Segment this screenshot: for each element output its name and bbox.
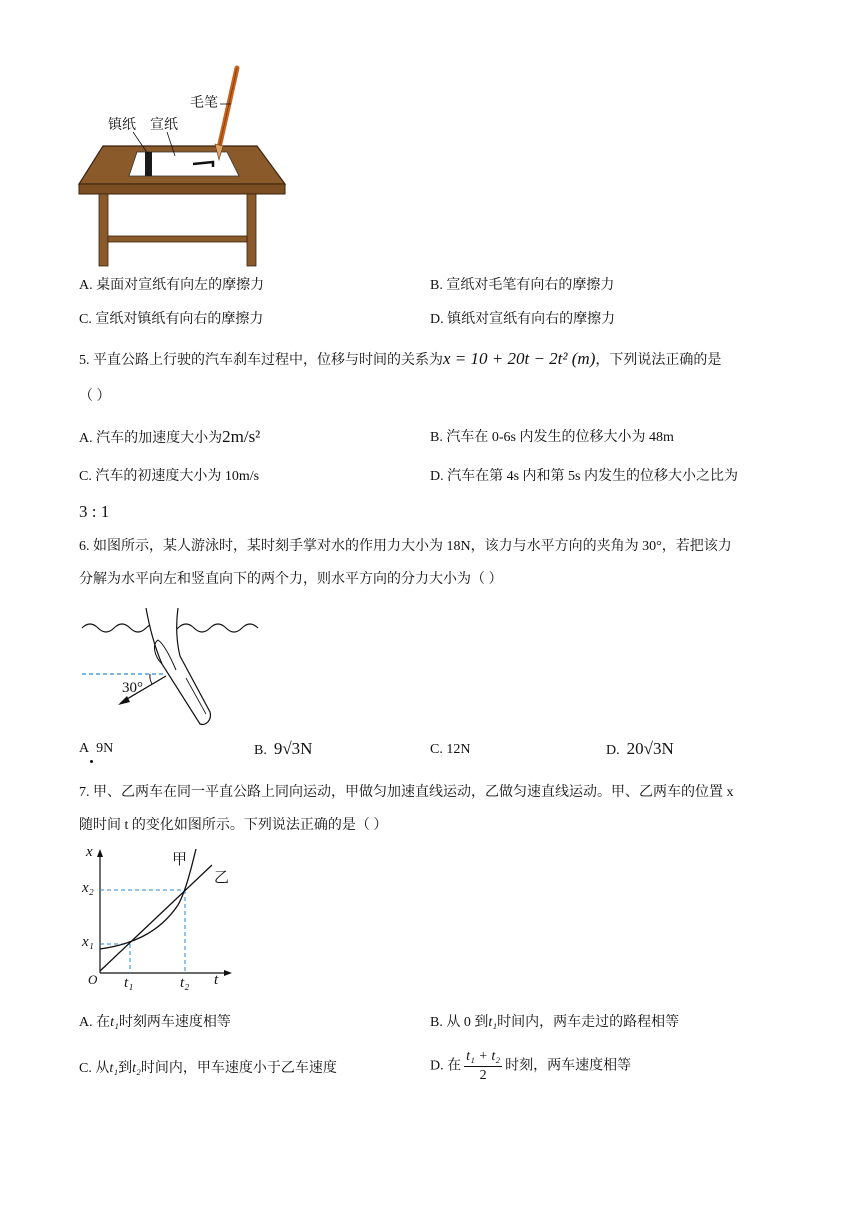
q7-option-c-var1: t₁ (109, 1061, 119, 1076)
q6-option-b (254, 739, 312, 761)
q5-option-d-continued: 3 : 1 (79, 502, 110, 521)
q5-option-a (79, 427, 260, 449)
q4-option-c: C. 宣纸对镇纸有向右的摩擦力 (79, 312, 264, 327)
graph-t2-label: t₂ (180, 975, 190, 991)
q7-option-b-post: 时间内，两车走过的路程相等 (497, 1015, 680, 1030)
q4-option-a: A. 桌面对宣纸有向左的摩擦力 (79, 278, 265, 293)
q7-option-d-post: 时刻，两车速度相等 (505, 1058, 632, 1074)
q7-stem-line2: 随时间 t 的变化如图所示。下列说法正确的是（ ） (79, 818, 388, 833)
q7-option-a-var: t₁ (110, 1015, 119, 1030)
graph-origin-label: O (88, 972, 98, 987)
q6-option-a (79, 739, 113, 759)
q7-option-d-fraction (464, 1048, 502, 1085)
q7-option-d-pre: D. 在 (430, 1058, 462, 1074)
q7-option-c-post: 时间内，甲车速度小于乙车速度 (140, 1061, 337, 1076)
q5-answer-paren: （ ） (79, 389, 111, 404)
q7-option-d-denominator: 2 (479, 1068, 487, 1083)
q7-stem-line1: 7. 甲、乙两车在同一平直公路上同向运动，甲做匀加速直线运动，乙做匀速直线运动。甲、乙两车的位置 x (79, 785, 734, 800)
q6-option-d-label: D. (606, 743, 620, 758)
q5-option-c: C. 汽车的初速度大小为 10m/s (79, 469, 260, 484)
q6-stem-line2: 分解为水平向左和竖直向下的两个力，则水平方向的分力大小为（ ） (79, 572, 503, 587)
q5-formula: x = 10 + 20t − 2t² (m) (443, 349, 596, 368)
q7-option-a-pre: A. 在 (79, 1015, 111, 1030)
q6-option-c: C. 12N (430, 742, 471, 757)
q6-option-a-dot (90, 760, 93, 763)
q7-option-a-post: 时刻两车速度相等 (118, 1015, 231, 1030)
q6-option-a-value: 9N (96, 741, 114, 756)
q5-option-a-text: A. 汽车的加速度大小为 (79, 431, 223, 446)
q4-option-d: D. 镇纸对宣纸有向右的摩擦力 (430, 312, 616, 327)
q7-option-b (430, 1013, 679, 1033)
q5-stem-prefix: 5. 平直公路上行驶的汽车刹车过程中，位移与时间的关系为 (79, 353, 443, 368)
brush-label: 毛笔 (190, 96, 218, 111)
q6-option-b-label: B. (254, 743, 267, 758)
graph-x2-label: x₂ (82, 880, 94, 896)
q6-option-a-label: A (79, 741, 90, 756)
q7-option-c-pre: C. 从 (79, 1061, 110, 1076)
graph-x1-label: x₁ (82, 934, 94, 950)
q5-option-d: D. 汽车在第 4s 内和第 5s 内发生的位移大小之比为 (430, 469, 739, 484)
q7-option-b-pre: B. 从 0 到 (430, 1015, 489, 1030)
q7-option-d (430, 1048, 631, 1085)
graph-x-axis-label: t (214, 972, 219, 988)
q4-option-b: B. 宣纸对毛笔有向右的摩擦力 (430, 278, 615, 293)
q7-option-d-numerator: t₁ + t₂ (464, 1048, 502, 1067)
calligraphy-table-figure (75, 60, 295, 270)
q7-option-c (79, 1059, 337, 1079)
swimming-hand-figure (80, 600, 270, 730)
q7-option-b-var: t₁ (488, 1015, 498, 1030)
graph-curve-jia-label: 甲 (172, 852, 188, 868)
q5-option-a-math: 2m/s² (222, 427, 261, 446)
graph-y-axis-label: x (86, 844, 93, 860)
q6-option-d (606, 739, 674, 761)
q5-stem-suffix: ，下列说法正确的是 (595, 353, 722, 368)
q6-angle-label: 30° (122, 680, 143, 696)
q6-stem-line1: 6. 如图所示，某人游泳时，某时刻手掌对水的作用力大小为 18N，该力与水平方向的夹角为 30°，若把该力 (79, 539, 732, 554)
q7-option-c-var2: t₂ (132, 1061, 141, 1076)
q6-option-b-value: 9√3N (273, 739, 313, 758)
q7-option-c-mid: 到 (118, 1061, 133, 1076)
graph-curve-yi-label: 乙 (214, 870, 230, 886)
graph-t1-label: t₁ (124, 975, 134, 991)
q6-option-d-value: 20√3N (626, 739, 674, 758)
paper-label: 宣纸 (150, 118, 178, 133)
q7-option-a (79, 1013, 231, 1033)
q5-option-b: B. 汽车在 0-6s 内发生的位移大小为 48m (430, 430, 674, 445)
weight-label: 镇纸 (108, 118, 136, 133)
q5-stem (79, 349, 721, 371)
